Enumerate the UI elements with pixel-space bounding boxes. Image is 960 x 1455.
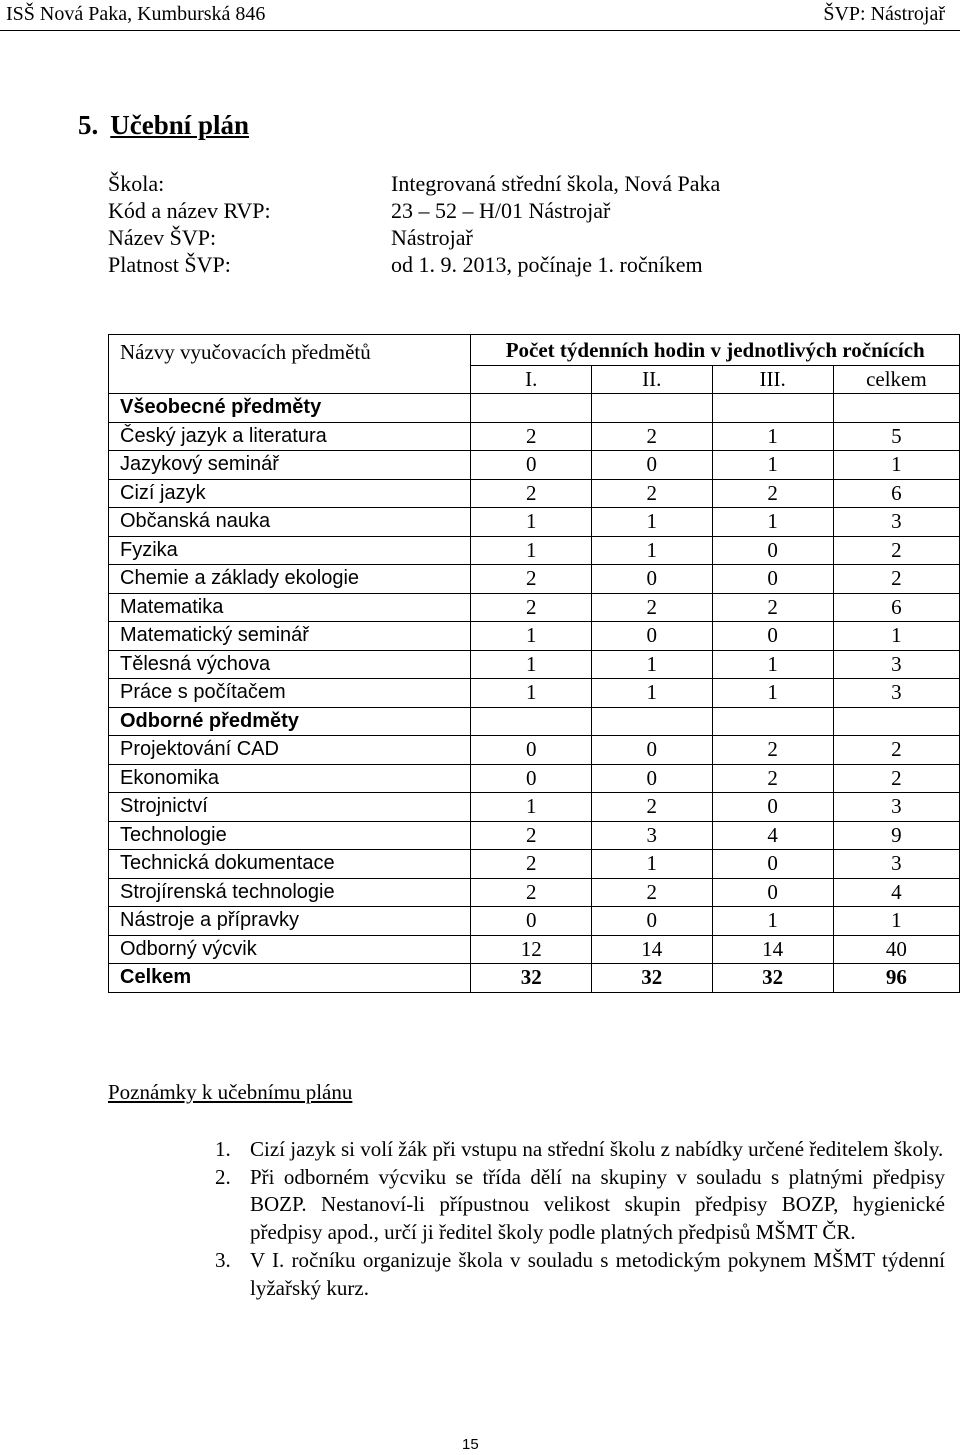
table-row: [109, 907, 960, 936]
table-row: [109, 536, 960, 565]
header-divider: [0, 30, 960, 31]
hours-value: 3: [833, 679, 959, 708]
table-row: [109, 878, 960, 907]
table-row: [109, 793, 960, 822]
info-label: Platnost ŠVP:: [108, 252, 231, 277]
info-row: [108, 224, 720, 251]
hours-value: 1: [591, 508, 712, 537]
program-info: [108, 170, 720, 278]
empty-cell: [833, 707, 959, 736]
info-label: Škola:: [108, 171, 165, 196]
subject-name: Technologie: [109, 821, 471, 850]
table-row: [109, 508, 960, 537]
hours-value: 0: [471, 907, 592, 936]
hours-value: 2: [591, 593, 712, 622]
hours-value: 1: [712, 650, 833, 679]
hours-value: 1: [471, 508, 592, 537]
subject-name: Odborný výcvik: [109, 935, 471, 964]
subject-name: Technická dokumentace: [109, 850, 471, 879]
total-value: 32: [712, 964, 833, 993]
header-program: ŠVP: Nástrojař: [823, 3, 945, 25]
notes-title: Poznámky k učebnímu plánu: [108, 1080, 353, 1104]
hours-value: 1: [712, 451, 833, 480]
subject-name: Strojnictví: [109, 793, 471, 822]
hours-value: 1: [471, 622, 592, 651]
subject-name: Matematický seminář: [109, 622, 471, 651]
section-title-text: Učební plán: [110, 110, 250, 140]
table-row: [109, 650, 960, 679]
hours-value: 1: [591, 679, 712, 708]
hours-value: 0: [591, 736, 712, 765]
table-header-row: [109, 335, 960, 366]
hours-value: 1: [591, 650, 712, 679]
subject-name: Chemie a základy ekologie: [109, 565, 471, 594]
hours-value: 1: [712, 679, 833, 708]
info-label: Název ŠVP:: [108, 225, 217, 250]
subject-name: Český jazyk a literatura: [109, 422, 471, 451]
subject-name: Projektování CAD: [109, 736, 471, 765]
hours-value: 14: [591, 935, 712, 964]
hours-value: 3: [833, 650, 959, 679]
page-number: 15: [462, 1436, 479, 1453]
subject-name: Tělesná výchova: [109, 650, 471, 679]
hours-value: 2: [471, 821, 592, 850]
hours-value: 2: [712, 764, 833, 793]
hours-value: 2: [712, 736, 833, 765]
table-row: [109, 935, 960, 964]
hours-value: 3: [833, 508, 959, 537]
total-value: 96: [833, 964, 959, 993]
group-row-professional: [109, 707, 960, 736]
hours-value: 2: [471, 565, 592, 594]
table-row: [109, 479, 960, 508]
empty-cell: [712, 394, 833, 423]
subject-name: Matematika: [109, 593, 471, 622]
note-item: [215, 1164, 945, 1247]
hours-value: 1: [833, 907, 959, 936]
empty-cell: [471, 707, 592, 736]
hours-value: 0: [591, 907, 712, 936]
group-row-general: [109, 394, 960, 423]
table-row: [109, 565, 960, 594]
empty-cell: [471, 394, 592, 423]
info-row: [108, 170, 720, 197]
hours-value: 0: [712, 878, 833, 907]
info-row: [108, 251, 720, 278]
hours-value: 1: [712, 422, 833, 451]
hours-value: 2: [833, 565, 959, 594]
total-row: [109, 964, 960, 993]
note-number: 3.: [215, 1247, 231, 1272]
notes-list: [215, 1136, 945, 1302]
hours-value: 12: [471, 935, 592, 964]
note-item: [215, 1247, 945, 1302]
hours-value: 0: [712, 536, 833, 565]
hours-value: 1: [471, 679, 592, 708]
hours-value: 0: [712, 850, 833, 879]
subject-name: Fyzika: [109, 536, 471, 565]
hours-value: 1: [591, 536, 712, 565]
hours-value: 2: [471, 850, 592, 879]
table-row: [109, 764, 960, 793]
empty-cell: [591, 394, 712, 423]
subject-name: Jazykový seminář: [109, 451, 471, 480]
hours-value: 2: [591, 422, 712, 451]
empty-cell: [712, 707, 833, 736]
header-hours: Počet týdenních hodin v jednotlivých ročnících: [471, 335, 960, 366]
table-row: [109, 422, 960, 451]
curriculum-table: [108, 334, 960, 993]
hours-value: 2: [471, 479, 592, 508]
hours-value: 1: [712, 907, 833, 936]
hours-value: 1: [712, 508, 833, 537]
info-row: [108, 197, 720, 224]
hours-value: 40: [833, 935, 959, 964]
hours-value: 0: [591, 764, 712, 793]
hours-value: 2: [591, 878, 712, 907]
group-label: Odborné předměty: [109, 707, 471, 736]
total-value: 32: [471, 964, 592, 993]
hours-value: 0: [591, 565, 712, 594]
column-header: III.: [712, 365, 833, 394]
subject-name: Strojírenská technologie: [109, 878, 471, 907]
hours-value: 0: [471, 736, 592, 765]
hours-value: 0: [712, 565, 833, 594]
subject-name: Ekonomika: [109, 764, 471, 793]
page-header: [0, 0, 960, 30]
subject-name: Cizí jazyk: [109, 479, 471, 508]
hours-value: 1: [591, 850, 712, 879]
info-value: Integrovaná střední škola, Nová Paka: [391, 171, 721, 196]
hours-value: 2: [471, 422, 592, 451]
subject-name: Nástroje a přípravky: [109, 907, 471, 936]
header-subjects: Názvy vyučovacích předmětů: [109, 335, 471, 394]
hours-value: 0: [471, 764, 592, 793]
hours-value: 3: [833, 793, 959, 822]
note-text: V I. ročníku organizuje škola v souladu s metodickým pokynem MŠMT týdenní lyžařský kurz.: [250, 1247, 945, 1300]
hours-value: 1: [833, 622, 959, 651]
hours-value: 3: [833, 850, 959, 879]
subject-name: Občanská nauka: [109, 508, 471, 537]
hours-value: 2: [712, 593, 833, 622]
hours-value: 0: [712, 793, 833, 822]
table-row: [109, 593, 960, 622]
table-row: [109, 451, 960, 480]
total-label: Celkem: [109, 964, 471, 993]
note-number: 1.: [215, 1137, 231, 1161]
column-header: II.: [591, 365, 712, 394]
hours-value: 1: [471, 536, 592, 565]
header-school: ISŠ Nová Paka, Kumburská 846: [6, 3, 266, 25]
hours-value: 2: [591, 479, 712, 508]
hours-value: 2: [591, 793, 712, 822]
hours-value: 1: [471, 650, 592, 679]
hours-value: 1: [833, 451, 959, 480]
note-number: 2.: [215, 1164, 231, 1189]
column-header: I.: [471, 365, 592, 394]
note-text: Cizí jazyk si volí žák při vstupu na střední školu z nabídky určené ředitelem školy.: [250, 1137, 944, 1161]
total-value: 32: [591, 964, 712, 993]
hours-value: 9: [833, 821, 959, 850]
column-header: celkem: [833, 365, 959, 394]
info-value: Nástrojař: [391, 225, 473, 250]
table-row: [109, 850, 960, 879]
info-label: Kód a název RVP:: [108, 198, 271, 223]
hours-value: 1: [471, 793, 592, 822]
hours-value: 2: [833, 736, 959, 765]
note-item: [215, 1136, 945, 1164]
table-row: [109, 622, 960, 651]
group-label: Všeobecné předměty: [109, 394, 471, 423]
table-row: [109, 821, 960, 850]
empty-cell: [833, 394, 959, 423]
info-value: 23 – 52 – H/01 Nástrojař: [391, 198, 611, 223]
hours-value: 6: [833, 479, 959, 508]
hours-value: 4: [712, 821, 833, 850]
note-text: Při odborném výcviku se třída dělí na skupiny v souladu s platnými předpisy BOZP. Nestanoví-li přípustnou velikost skupin předpisy BOZP, hygienické předpisy apod., určí ji ředitel školy podle platných předpisů MŠMT ČR.: [250, 1164, 945, 1245]
section-number: 5.: [78, 110, 99, 140]
hours-value: 0: [591, 622, 712, 651]
section-title: [78, 110, 249, 141]
info-value: od 1. 9. 2013, počínaje 1. ročníkem: [391, 252, 703, 277]
hours-value: 2: [833, 536, 959, 565]
hours-value: 2: [471, 593, 592, 622]
empty-cell: [591, 707, 712, 736]
hours-value: 4: [833, 878, 959, 907]
hours-value: 5: [833, 422, 959, 451]
hours-value: 0: [471, 451, 592, 480]
table-row: [109, 679, 960, 708]
hours-value: 2: [833, 764, 959, 793]
subject-name: Práce s počítačem: [109, 679, 471, 708]
hours-value: 0: [591, 451, 712, 480]
hours-value: 3: [591, 821, 712, 850]
hours-value: 6: [833, 593, 959, 622]
table-row: [109, 736, 960, 765]
hours-value: 2: [712, 479, 833, 508]
hours-value: 14: [712, 935, 833, 964]
hours-value: 0: [712, 622, 833, 651]
hours-value: 2: [471, 878, 592, 907]
